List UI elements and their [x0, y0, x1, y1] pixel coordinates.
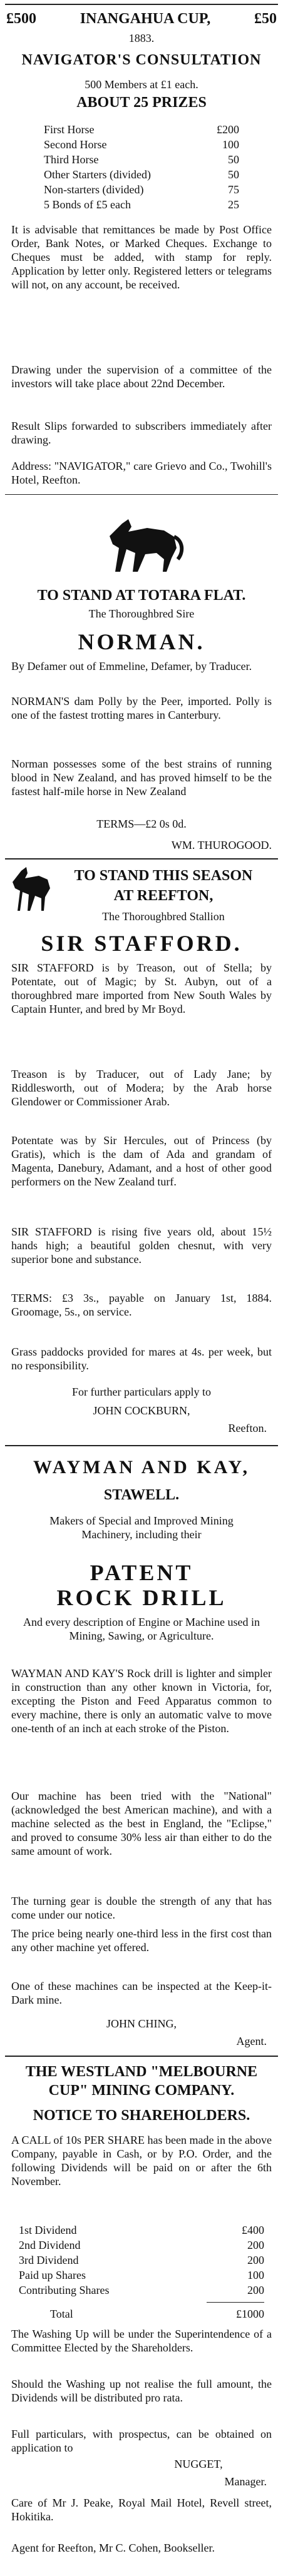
dividend-total-row: [50, 2307, 264, 2321]
dividend-row: [19, 2268, 264, 2282]
stafford-body-2: Treason is by Traducer, out of Lady Jane; by Riddlesworth, out of Modera; by the Arab horse Glendower or Commissioner Arab.: [11, 1068, 272, 1108]
dividend-row: [19, 2253, 264, 2267]
wayman-body-5: One of these machines can be inspected at the Keep-it-Dark mine.: [11, 1980, 272, 2006]
wayman-patent: PATENT: [90, 1560, 193, 1585]
norman-pedigree: By Defamer out of Emmeline, Defamer, by Traducer.: [11, 660, 252, 672]
inangahua-top-title: INANGAHUA CUP,: [80, 11, 211, 27]
stafford-place: Reefton.: [228, 1422, 267, 1434]
stafford-body-4: SIR STAFFORD is rising five years old, about 15½ hands high; a beautiful golden chesnut, with very superior bone and substance.: [11, 1225, 272, 1265]
dividend-label: Paid up Shares: [19, 2269, 86, 2281]
dividend-label: 1st Dividend: [19, 2224, 77, 2236]
westland-body-3: Should the Washing up not realise the full amount, the Dividends will be distributed pro rata.: [11, 2378, 272, 2404]
prize-label: Second Horse: [44, 138, 107, 151]
stafford-name: SIR STAFFORD.: [41, 931, 242, 956]
prize-label: First Horse: [44, 123, 95, 136]
inangahua-top-left: £500: [6, 11, 36, 27]
horse-illustration-icon: [9, 863, 54, 913]
westland-manager: Manager.: [224, 2475, 267, 2488]
inangahua-title: NAVIGATOR'S CONSULTATION: [21, 52, 262, 68]
norman-owner: WM. THUROGOOD.: [171, 839, 272, 851]
dividend-row: [19, 2238, 264, 2252]
stafford-body-1: SIR STAFFORD is by Treason, out of Stella; by Potentate, out of Magic; by St. Aubyn, out of a thoroughbred mare imported from New South Wales by Captain Hunter, and bred by Mr Boyd.: [11, 961, 272, 1015]
westland-body-2: The Washing Up will be under the Superintendence of a Committee Elected by the Shareholders.: [11, 2328, 272, 2354]
prize-value: £200: [217, 123, 239, 136]
wayman-place: STAWELL.: [103, 1487, 180, 1503]
inangahua-year: 1883.: [128, 32, 155, 44]
westland-title-1: THE WESTLAND "MELBOURNE: [25, 2064, 258, 2080]
norman-subtitle: The Thoroughbred Sire: [88, 607, 195, 620]
inangahua-top-right: £50: [254, 11, 277, 27]
stafford-further: For further particulars apply to: [72, 1386, 211, 1398]
prize-label: Third Horse: [44, 153, 99, 166]
wayman-agent-title: Agent.: [236, 2035, 267, 2047]
norman-stand: TO STAND AT TOTARA FLAT.: [37, 587, 246, 604]
prize-row: [44, 138, 239, 151]
westland-signature: NUGGET,: [174, 2458, 223, 2470]
prize-value: 25: [228, 198, 239, 211]
dividend-row: [19, 2283, 264, 2297]
dividend-value: 200: [247, 2284, 264, 2296]
dividend-row: [19, 2223, 264, 2237]
stafford-terms: TERMS: £3 3s., payable on January 1st, 1884. Groomage, 5s., on service.: [11, 1292, 272, 1318]
prize-label: Non-starters (divided): [44, 183, 144, 196]
section-divider: [5, 494, 278, 495]
prize-row: [44, 123, 239, 136]
section-divider: [5, 2056, 278, 2057]
wayman-body-3: The turning gear is double the strength of any that has come under our notice.: [11, 1895, 272, 1921]
prize-value: 100: [222, 138, 239, 151]
dividend-label: 2nd Dividend: [19, 2239, 81, 2251]
inangahua-body-1: It is advisable that remittances be made by Post Office Order, Bank Notes, or Marked Cheques. Exchange to Cheques must be added, with stamp for reply. Application by letter only. Registered letters or telegrams will not, on any account, be received.: [11, 223, 272, 291]
prize-value: 50: [228, 153, 239, 166]
prize-value: 50: [228, 168, 239, 181]
stafford-grass: Grass paddocks provided for mares at 4s. per week, but no responsibility.: [11, 1346, 272, 1372]
stafford-subtitle: The Thoroughbred Stallion: [102, 910, 225, 923]
wayman-body-4: The price being nearly one-third less in the first cost than any other machine yet offered.: [11, 1927, 272, 1954]
westland-notice: NOTICE TO SHAREHOLDERS.: [33, 2107, 250, 2124]
norman-terms: TERMS—£2 0s 0d.: [96, 818, 187, 830]
prize-row: [44, 198, 239, 211]
wayman-body-1: WAYMAN AND KAY'S Rock drill is lighter and simpler in construction than any other known in Victoria, for, excepting the Piston and Feed Apparatus common to every machine, there is only an automatic valve to move one-tenth of an inch at each stroke of the Piston.: [11, 1667, 272, 1735]
wayman-body-2: Our machine has been tried with the "National" (acknowledged the best American machine), and with a machine selected as the best in England, the "Eclipse," and proved to consume 30% less air than either to do the same amount of work.: [11, 1790, 272, 1857]
stafford-owner: JOHN COCKBURN,: [93, 1404, 190, 1417]
prize-row: [44, 153, 239, 166]
westland-care: Care of Mr J. Peake, Royal Mail Hotel, Revell street, Hokitika.: [11, 2497, 272, 2523]
stafford-stand-2: AT REEFTON,: [113, 888, 214, 904]
inangahua-header: [6, 10, 277, 28]
wayman-makers: Makers of Special and Improved Mining Machinery, including their: [49, 1514, 234, 1541]
prize-label: Other Starters (divided): [44, 168, 151, 181]
top-rule: [5, 4, 278, 5]
prize-row: [44, 183, 239, 196]
norman-body-1: NORMAN'S dam Polly by the Peer, imported. Polly is one of the fastest trotting mares in Canterbury.: [11, 695, 272, 721]
stafford-body-3: Potentate was by Sir Hercules, out of Princess (by Gratis), which is the dam of Ada and grandam of Magenta, Danebury, Adamant, and a host of other good performers on the New Zealand turf.: [11, 1134, 272, 1188]
wayman-title: WAYMAN AND KAY,: [33, 1457, 250, 1478]
inangahua-address: Address: "NAVIGATOR," care Grievo and Co., Twohill's Hotel, Reefton.: [11, 460, 272, 486]
dividend-value: £400: [242, 2224, 264, 2236]
dividend-label: Contributing Shares: [19, 2284, 110, 2296]
westland-agent: Agent for Reefton, Mr C. Cohen, Bookseller.: [11, 2542, 215, 2554]
inangahua-body-2: Drawing under the supervision of a committee of the investors will take place about 22nd December.: [11, 363, 272, 390]
prize-row: [44, 168, 239, 181]
dividend-value: 200: [247, 2254, 264, 2266]
dividend-value: 200: [247, 2239, 264, 2251]
wayman-rock-drill: ROCK DRILL: [56, 1585, 227, 1610]
norman-name: NORMAN.: [78, 629, 205, 654]
norman-body-2: Norman possesses some of the best strains of running blood in New Zealand, and has proved himself to be the fastest half-mile horse in New Zealand: [11, 758, 272, 798]
section-divider: [5, 858, 278, 860]
total-rule: [207, 2302, 264, 2303]
horse-illustration-icon: [94, 508, 188, 577]
total-label: Total: [50, 2308, 73, 2320]
wayman-desc: And every description of Engine or Machine used in Mining, Sawing, or Agriculture.: [23, 1616, 260, 1642]
westland-title-2: CUP" MINING COMPANY.: [48, 2082, 235, 2099]
dividend-value: 100: [247, 2269, 264, 2281]
section-divider: [5, 1445, 278, 1446]
inangahua-body-3: Result Slips forwarded to subscribers immediately after drawing.: [11, 420, 272, 446]
dividend-label: 3rd Dividend: [19, 2254, 79, 2266]
wayman-agent: JOHN CHING,: [106, 2017, 177, 2030]
westland-body-1: A CALL of 10s PER SHARE has been made in the above Company, payable in Cash, or by P.O. Order, and the following Dividends will be paid on or after the 6th November.: [11, 2134, 272, 2188]
total-value: £1000: [236, 2308, 264, 2320]
inangahua-members: 500 Members at £1 each.: [85, 78, 198, 91]
stafford-stand-1: TO STAND THIS SEASON: [74, 868, 253, 884]
prize-label: 5 Bonds of £5 each: [44, 198, 131, 211]
prize-value: 75: [228, 183, 239, 196]
westland-body-4: Full particulars, with prospectus, can be obtained on application to: [11, 2428, 272, 2454]
inangahua-prizes-title: ABOUT 25 PRIZES: [76, 94, 207, 111]
